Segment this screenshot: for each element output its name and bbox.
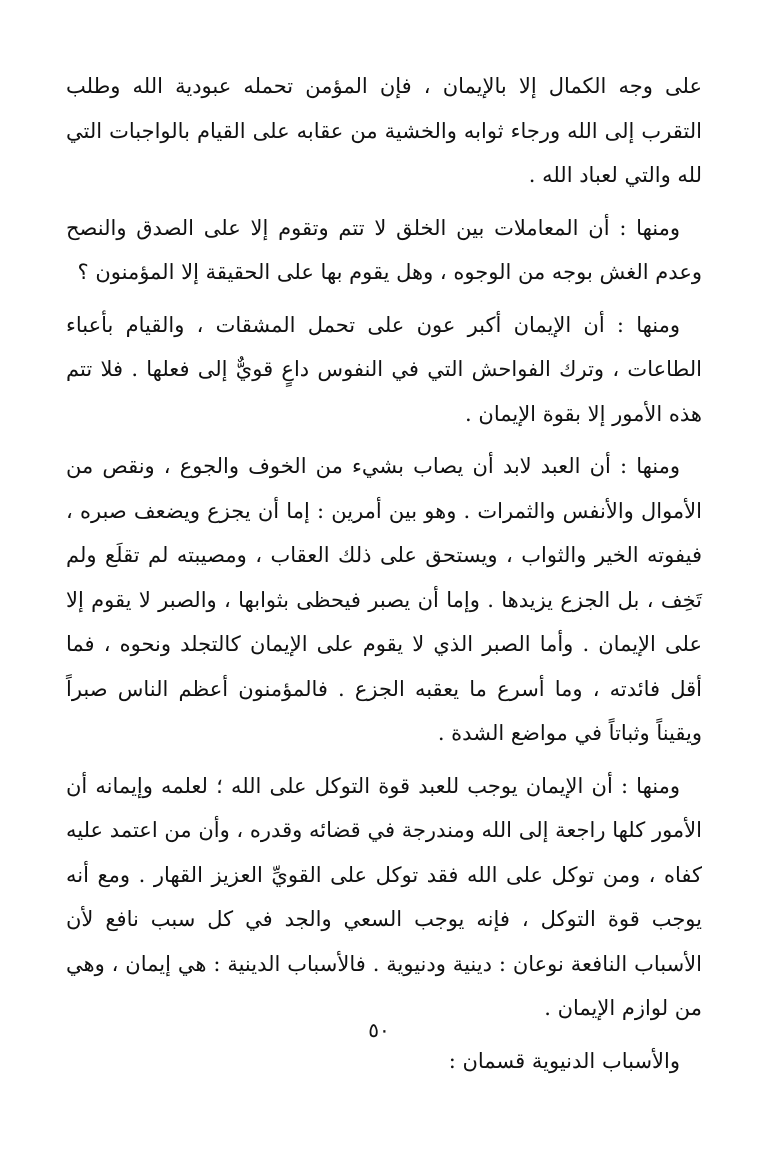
- paragraph-4: ومنها : أن العبد لابد أن يصاب بشيء من الخوف والجوع ، ونقص من الأموال والأنفس والثمرات . وهو بين أمرين : إما أن يجزع ويضعف صبره ، فيفوته الخير والثواب ، ويستحق على ذلك العقاب ، ومصيبته لم تقلَع ولم تَخِف ، بل الجزع يزيدها . وإما أن يصبر فيحظى بثوابها ، والصبر لا يقوم إلا على الإيمان . وأما الصبر الذي لا يقوم على الإيمان كالتجلد ونحوه ، فما أقل فائدته ، وما أسرع ما يعقبه الجزع . فالمؤمنون أعظم الناس صبراً ويقيناً وثباتاً في مواضع الشدة .: [66, 454, 702, 745]
- paragraph-5: ومنها : أن الإيمان يوجب للعبد قوة التوكل على الله ؛ لعلمه وإيمانه أن الأمور كلها راجعة إلى الله ومندرجة في قضائه وقدره ، وأن من اعتمد عليه كفاه ، ومن توكل على الله فقد توكل على القويِّ العزيز القهار . ومع أنه يوجب قوة التوكل ، فإنه يوجب السعي والجد في كل سبب نافع لأن الأسباب النافعة نوعان : دينية ودنيوية . فالأسباب الدينية : هي إيمان ، وهي من لوازم الإيمان .: [66, 773, 702, 1020]
- paragraph-6: والأسباب الدنيوية قسمان :: [448, 1048, 680, 1073]
- paragraph-2: ومنها : أن المعاملات بين الخلق لا تتم وتقوم إلا على الصدق والنصح وعدم الغش بوجه من الوجوه ، وهل يقوم بها على الحقيقة إلا المؤمنون ؟: [66, 215, 702, 284]
- paragraph-3: ومنها : أن الإيمان أكبر عون على تحمل المشقات ، والقيام بأعباء الطاعات ، وترك الفواحش التي في النفوس داعٍ قويٌّ إلى فعلها . فلا تتم هذه الأمور إلا بقوة الإيمان .: [66, 312, 702, 426]
- page-body: [66, 64, 702, 1091]
- page-number: ٥٠: [368, 1018, 390, 1042]
- paragraph-1: على وجه الكمال إلا بالإيمان ، فإن المؤمن تحمله عبودية الله وطلب التقرب إلى الله ورجاء ثوابه والخشية من عقابه على القيام بالواجبات التي لله والتي لعباد الله .: [66, 74, 702, 187]
